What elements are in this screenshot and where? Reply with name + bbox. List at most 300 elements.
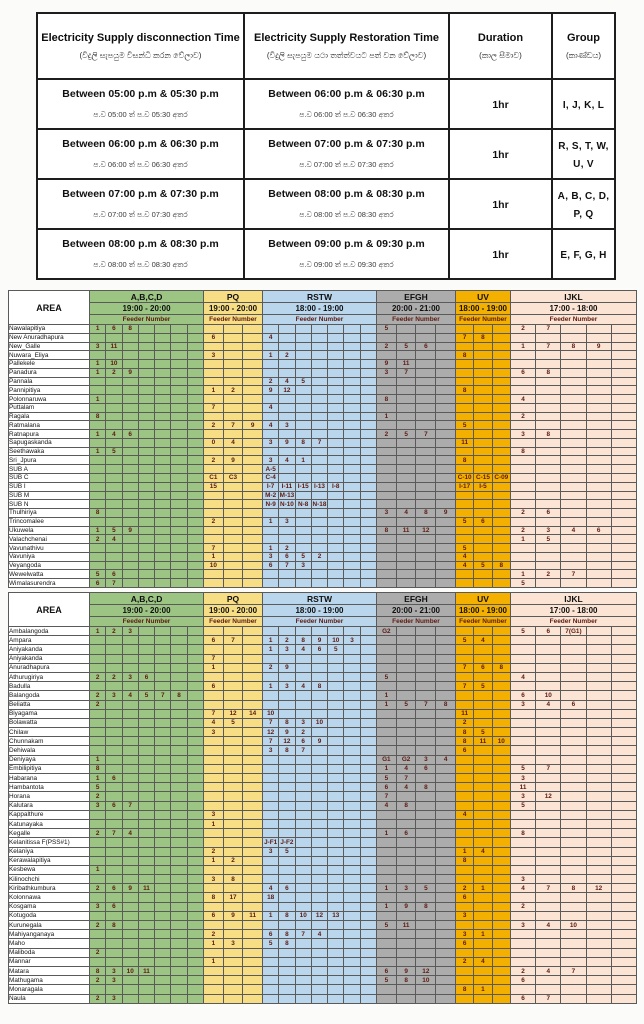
feeder-cell: 9 xyxy=(223,911,243,920)
feeder-cell xyxy=(90,561,106,570)
feeder-cell xyxy=(295,403,311,412)
feeder-cell: 6 xyxy=(474,517,492,526)
feeder-cell xyxy=(122,333,138,342)
feeder-cell xyxy=(155,412,171,421)
feeder-cell xyxy=(396,810,416,819)
feeder-cell xyxy=(586,627,611,636)
feeder-cell xyxy=(360,360,376,369)
feeder-cell xyxy=(204,342,224,351)
feeder-cell xyxy=(436,819,456,828)
feeder-cell xyxy=(328,838,344,847)
feeder-cell: 8 xyxy=(204,893,224,902)
feeder-cell xyxy=(455,755,473,764)
feeder-cell xyxy=(138,783,154,792)
feeder-cell: 9 xyxy=(376,360,396,369)
feeder-cell xyxy=(510,403,535,412)
feeder-cell: 10 xyxy=(204,561,224,570)
area-row xyxy=(9,718,637,727)
feeder-cell: 1 xyxy=(263,351,279,360)
feeder-cell xyxy=(279,921,295,930)
feeder-cell: N-18 xyxy=(312,500,327,508)
feeder-cell xyxy=(376,728,396,737)
feeder-cell xyxy=(536,500,561,509)
feeder-cell: 8 xyxy=(436,700,456,709)
feeder-cell: 7 xyxy=(223,636,243,645)
feeder-cell: 3 xyxy=(279,645,295,654)
feeder-cell xyxy=(295,764,311,773)
feeder-cell xyxy=(416,847,436,856)
feeder-cell xyxy=(90,386,106,395)
feeder-cell xyxy=(138,552,154,561)
feeder-cell xyxy=(263,829,279,838)
feeder-cell xyxy=(243,325,263,334)
feeder-cell xyxy=(561,325,586,334)
feeder-cell xyxy=(138,333,154,342)
feeder-cell xyxy=(263,672,279,681)
feeder-cell xyxy=(328,829,344,838)
feeder-cell xyxy=(492,342,510,351)
feeder-cell: 2 xyxy=(295,728,311,737)
feeder-cell: 2 xyxy=(204,517,224,526)
feeder-cell xyxy=(561,395,586,404)
feeder-cell xyxy=(243,939,263,948)
group-sinhala: (කාණ්ඩය) xyxy=(565,50,602,60)
feeder-cell xyxy=(279,856,295,865)
feeder-cell xyxy=(360,430,376,439)
feeder-cell xyxy=(263,430,279,439)
feeder-cell xyxy=(611,395,636,404)
feeder-cell xyxy=(474,456,492,465)
feeder-cell xyxy=(536,930,561,939)
area-name: Kurunegala xyxy=(9,921,90,930)
feeder-cell xyxy=(396,627,416,636)
feeder-cell xyxy=(243,875,263,884)
feeder-cell xyxy=(263,994,279,1004)
feeder-cell xyxy=(311,570,327,579)
feeder-cell xyxy=(455,792,473,801)
feeder-cell xyxy=(436,351,456,360)
feeder-cell xyxy=(474,801,492,810)
feeder-cell xyxy=(138,682,154,691)
area-row xyxy=(9,755,637,764)
feeder-cell xyxy=(204,838,224,847)
feeder-cell xyxy=(187,535,203,544)
feeder-cell xyxy=(171,856,187,865)
feeder-cell xyxy=(416,474,436,483)
feeder-cell xyxy=(510,939,535,948)
feeder-cell xyxy=(122,351,138,360)
feeder-cell xyxy=(328,447,344,456)
feeder-cell xyxy=(360,755,376,764)
feeder-cell xyxy=(328,966,344,975)
feeder-cell xyxy=(586,728,611,737)
feeder-cell xyxy=(586,792,611,801)
feeder-cell xyxy=(474,672,492,681)
group-label: UV xyxy=(455,291,510,303)
feeder-cell xyxy=(536,985,561,994)
group-time: 19:00 - 20:00 xyxy=(204,303,263,315)
feeder-cell: 1 xyxy=(263,636,279,645)
feeder-cell xyxy=(311,875,327,884)
feeder-cell xyxy=(311,474,327,483)
feeder-cell xyxy=(536,360,561,369)
feeder-cell xyxy=(344,663,360,672)
feeder-cell xyxy=(416,875,436,884)
feeder-cell: 6 xyxy=(396,829,416,838)
feeder-cell xyxy=(561,847,586,856)
feeder-cell xyxy=(396,438,416,447)
feeder-cell: 1 xyxy=(90,526,106,535)
feeder-cell xyxy=(171,377,187,386)
feeder-cell: 10 xyxy=(263,709,279,718)
feeder-number-label: Feeder Number xyxy=(204,315,263,325)
area-row xyxy=(9,838,637,847)
feeder-cell xyxy=(344,570,360,579)
feeder-cell xyxy=(243,386,263,395)
feeder-cell xyxy=(90,456,106,465)
feeder-cell xyxy=(492,966,510,975)
feeder-cell xyxy=(243,447,263,456)
feeder-cell: 6 xyxy=(455,746,473,755)
feeder-cell xyxy=(416,482,436,491)
feeder-cell xyxy=(492,579,510,588)
feeder-cell: 7 xyxy=(204,403,224,412)
area-column-header: AREA xyxy=(9,291,90,325)
area-name: SUB M xyxy=(9,491,90,500)
feeder-cell xyxy=(510,948,535,957)
feeder-cell xyxy=(187,985,203,994)
feeder-cell xyxy=(311,792,327,801)
feeder-cell xyxy=(311,966,327,975)
feeder-cell xyxy=(536,544,561,553)
feeder-cell xyxy=(344,395,360,404)
feeder-cell xyxy=(155,810,171,819)
feeder-cell xyxy=(171,368,187,377)
feeder-cell xyxy=(263,957,279,966)
feeder-cell xyxy=(187,491,203,500)
area-row xyxy=(9,368,637,377)
feeder-cell xyxy=(328,856,344,865)
feeder-cell xyxy=(510,893,535,902)
feeder-cell xyxy=(396,847,416,856)
feeder-cell xyxy=(223,482,243,491)
feeder-cell xyxy=(376,682,396,691)
feeder-cell xyxy=(311,395,327,404)
feeder-cell xyxy=(138,957,154,966)
feeder-cell xyxy=(360,783,376,792)
feeder-cell: 2 xyxy=(536,570,561,579)
feeder-cell xyxy=(611,700,636,709)
feeder-cell: 2 xyxy=(90,700,106,709)
feeder-cell xyxy=(122,700,138,709)
feeder-cell xyxy=(204,526,224,535)
feeder-cell xyxy=(360,395,376,404)
area-name: Pannipitiya xyxy=(9,386,90,395)
feeder-cell xyxy=(279,783,295,792)
feeder-cell xyxy=(492,482,510,491)
feeder-cell xyxy=(243,570,263,579)
feeder-cell xyxy=(536,421,561,430)
area-name: Balangoda xyxy=(9,691,90,700)
feeder-cell: 6 xyxy=(311,645,327,654)
feeder-cell xyxy=(204,884,224,893)
feeder-cell xyxy=(122,517,138,526)
feeder-cell: 3 xyxy=(204,728,224,737)
feeder-cell xyxy=(263,810,279,819)
feeder-cell xyxy=(263,360,279,369)
feeder-cell xyxy=(455,526,473,535)
feeder-cell xyxy=(344,465,360,474)
feeder-cell: 7 xyxy=(204,654,224,663)
feeder-cell xyxy=(311,386,327,395)
feeder-cell xyxy=(204,783,224,792)
feeder-cell: 1 xyxy=(376,884,396,893)
feeder-cell xyxy=(536,948,561,957)
feeder-cell xyxy=(360,672,376,681)
feeder-cell xyxy=(243,737,263,746)
feeder-cell xyxy=(396,718,416,727)
feeder-cell xyxy=(436,342,456,351)
disconnection-time-sinhala: (විදුලි සැපයුම විසන්ධි කරන වේලාව) xyxy=(79,50,202,60)
feeder-cell: 1 xyxy=(90,325,106,334)
feeder-cell xyxy=(328,351,344,360)
feeder-cell xyxy=(223,737,243,746)
feeder-cell xyxy=(223,325,243,334)
feeder-number-label: Feeder Number xyxy=(90,617,204,627)
feeder-cell: 2 xyxy=(90,535,106,544)
feeder-cell xyxy=(311,412,327,421)
feeder-cell xyxy=(436,368,456,377)
feeder-cell xyxy=(492,360,510,369)
feeder-cell xyxy=(223,645,243,654)
area-row xyxy=(9,994,637,1004)
feeder-cell: 1 xyxy=(376,412,396,421)
feeder-cell xyxy=(106,737,122,746)
feeder-cell xyxy=(171,939,187,948)
feeder-cell xyxy=(586,672,611,681)
feeder-cell: 2 xyxy=(90,948,106,957)
area-name: Ambalangoda xyxy=(9,627,90,636)
feeder-cell: 2 xyxy=(106,672,122,681)
feeder-cell xyxy=(295,994,311,1004)
feeder-cell xyxy=(586,465,611,474)
feeder-cell xyxy=(171,627,187,636)
feeder-cell xyxy=(344,902,360,911)
feeder-cell xyxy=(536,829,561,838)
area-row xyxy=(9,737,637,746)
feeder-cell xyxy=(396,579,416,588)
feeder-cell xyxy=(122,447,138,456)
feeder-cell xyxy=(243,636,263,645)
feeder-cell xyxy=(536,709,561,718)
feeder-cell xyxy=(223,810,243,819)
feeder-cell xyxy=(295,654,311,663)
feeder-cell xyxy=(223,682,243,691)
feeder-cell: 3 xyxy=(510,921,535,930)
feeder-cell: 14 xyxy=(243,709,263,718)
feeder-cell xyxy=(138,774,154,783)
area-row xyxy=(9,627,637,636)
feeder-cell xyxy=(279,985,295,994)
feeder-cell xyxy=(611,421,636,430)
feeder-cell xyxy=(279,368,295,377)
feeder-cell xyxy=(328,333,344,342)
feeder-cell xyxy=(171,421,187,430)
feeder-cell xyxy=(187,902,203,911)
feeder-cell xyxy=(561,718,586,727)
feeder-cell xyxy=(328,474,344,483)
feeder-cell xyxy=(187,517,203,526)
feeder-cell xyxy=(295,755,311,764)
feeder-cell xyxy=(586,412,611,421)
feeder-cell: 1 xyxy=(263,517,279,526)
feeder-cell xyxy=(436,810,456,819)
feeder-cell xyxy=(376,386,396,395)
feeder-cell xyxy=(138,465,154,474)
feeder-cell xyxy=(586,395,611,404)
feeder-cell xyxy=(90,491,106,500)
feeder-cell: 1 xyxy=(295,456,311,465)
feeder-cell xyxy=(243,395,263,404)
feeder-cell xyxy=(223,884,243,893)
feeder-cell: 4 xyxy=(122,691,138,700)
feeder-cell xyxy=(586,939,611,948)
feeder-cell xyxy=(295,948,311,957)
feeder-cell: 5 xyxy=(90,570,106,579)
area-row xyxy=(9,360,637,369)
feeder-cell xyxy=(360,884,376,893)
feeder-cell: 1 xyxy=(263,682,279,691)
feeder-cell xyxy=(328,456,344,465)
feeder-cell xyxy=(187,636,203,645)
feeder-cell: 2 xyxy=(455,957,473,966)
feeder-cell xyxy=(171,500,187,509)
feeder-cell: 4 xyxy=(474,847,492,856)
feeder-cell xyxy=(106,500,122,509)
feeder-cell xyxy=(492,911,510,920)
feeder-cell xyxy=(171,884,187,893)
feeder-cell xyxy=(611,976,636,985)
group-label: PQ xyxy=(204,291,263,303)
feeder-cell xyxy=(344,517,360,526)
feeder-cell xyxy=(155,682,171,691)
feeder-cell xyxy=(328,412,344,421)
feeder-cell xyxy=(171,948,187,957)
feeder-cell: 3 xyxy=(279,421,295,430)
feeder-cell xyxy=(611,856,636,865)
feeder-cell xyxy=(187,746,203,755)
feeder-cell xyxy=(492,333,510,342)
feeder-cell xyxy=(328,517,344,526)
feeder-cell xyxy=(204,994,224,1004)
feeder-cell xyxy=(455,325,473,334)
feeder-cell xyxy=(344,700,360,709)
feeder-cell: 8 xyxy=(416,902,436,911)
feeder-cell xyxy=(138,482,154,491)
feeder-cell xyxy=(396,325,416,334)
feeder-cell xyxy=(328,325,344,334)
group-label: RSTW xyxy=(263,593,377,605)
feeder-cell xyxy=(344,645,360,654)
feeder-cell xyxy=(138,395,154,404)
feeder-cell xyxy=(611,654,636,663)
feeder-cell xyxy=(611,386,636,395)
feeder-cell xyxy=(263,447,279,456)
feeder-cell xyxy=(295,966,311,975)
feeder-cell xyxy=(328,368,344,377)
feeder-cell xyxy=(106,893,122,902)
feeder-cell xyxy=(295,672,311,681)
feeder-cell xyxy=(396,645,416,654)
feeder-cell xyxy=(223,663,243,672)
feeder-cell xyxy=(223,829,243,838)
feeder-cell xyxy=(561,636,586,645)
feeder-cell: 5 xyxy=(106,526,122,535)
feeder-cell xyxy=(187,939,203,948)
feeder-cell xyxy=(155,333,171,342)
feeder-cell xyxy=(510,819,535,828)
feeder-cell xyxy=(344,654,360,663)
feeder-cell xyxy=(122,403,138,412)
feeder-cell: 6 xyxy=(295,737,311,746)
feeder-cell: N-8 xyxy=(295,500,311,509)
area-name: Pannala xyxy=(9,377,90,386)
feeder-cell xyxy=(474,579,492,588)
feeder-cell xyxy=(171,930,187,939)
area-name: Panadura xyxy=(9,368,90,377)
feeder-cell xyxy=(138,412,154,421)
feeder-cell xyxy=(122,552,138,561)
feeder-cell: 1 xyxy=(90,447,106,456)
feeder-cell xyxy=(155,474,171,483)
feeder-cell xyxy=(611,482,636,491)
feeder-cell xyxy=(492,682,510,691)
area-name: Mathugama xyxy=(9,976,90,985)
feeder-cell xyxy=(295,893,311,902)
feeder-cell: 1 xyxy=(90,430,106,439)
area-name: Ampara xyxy=(9,636,90,645)
feeder-cell xyxy=(360,746,376,755)
feeder-cell xyxy=(223,728,243,737)
feeder-cell xyxy=(416,737,436,746)
feeder-cell xyxy=(416,456,436,465)
feeder-cell: 12 xyxy=(416,526,436,535)
feeder-cell xyxy=(360,421,376,430)
feeder-cell: 3 xyxy=(263,552,279,561)
feeder-cell: 9 xyxy=(122,884,138,893)
feeder-cell xyxy=(455,412,473,421)
feeder-cell xyxy=(138,368,154,377)
feeder-cell: 6 xyxy=(204,333,224,342)
feeder-cell xyxy=(436,672,456,681)
feeder-cell: 1 xyxy=(474,985,492,994)
feeder-cell xyxy=(474,911,492,920)
feeder-cell xyxy=(279,994,295,1004)
feeder-cell xyxy=(223,994,243,1004)
feeder-cell: 8 xyxy=(90,412,106,421)
feeder-cell: 8 xyxy=(455,728,473,737)
feeder-cell xyxy=(106,552,122,561)
feeder-cell xyxy=(376,421,396,430)
area-name: Kosgama xyxy=(9,902,90,911)
feeder-cell xyxy=(171,957,187,966)
feeder-cell xyxy=(223,783,243,792)
feeder-cell xyxy=(122,902,138,911)
feeder-cell: 3 xyxy=(510,792,535,801)
feeder-cell xyxy=(492,447,510,456)
feeder-cell xyxy=(436,579,456,588)
feeder-cell xyxy=(279,948,295,957)
